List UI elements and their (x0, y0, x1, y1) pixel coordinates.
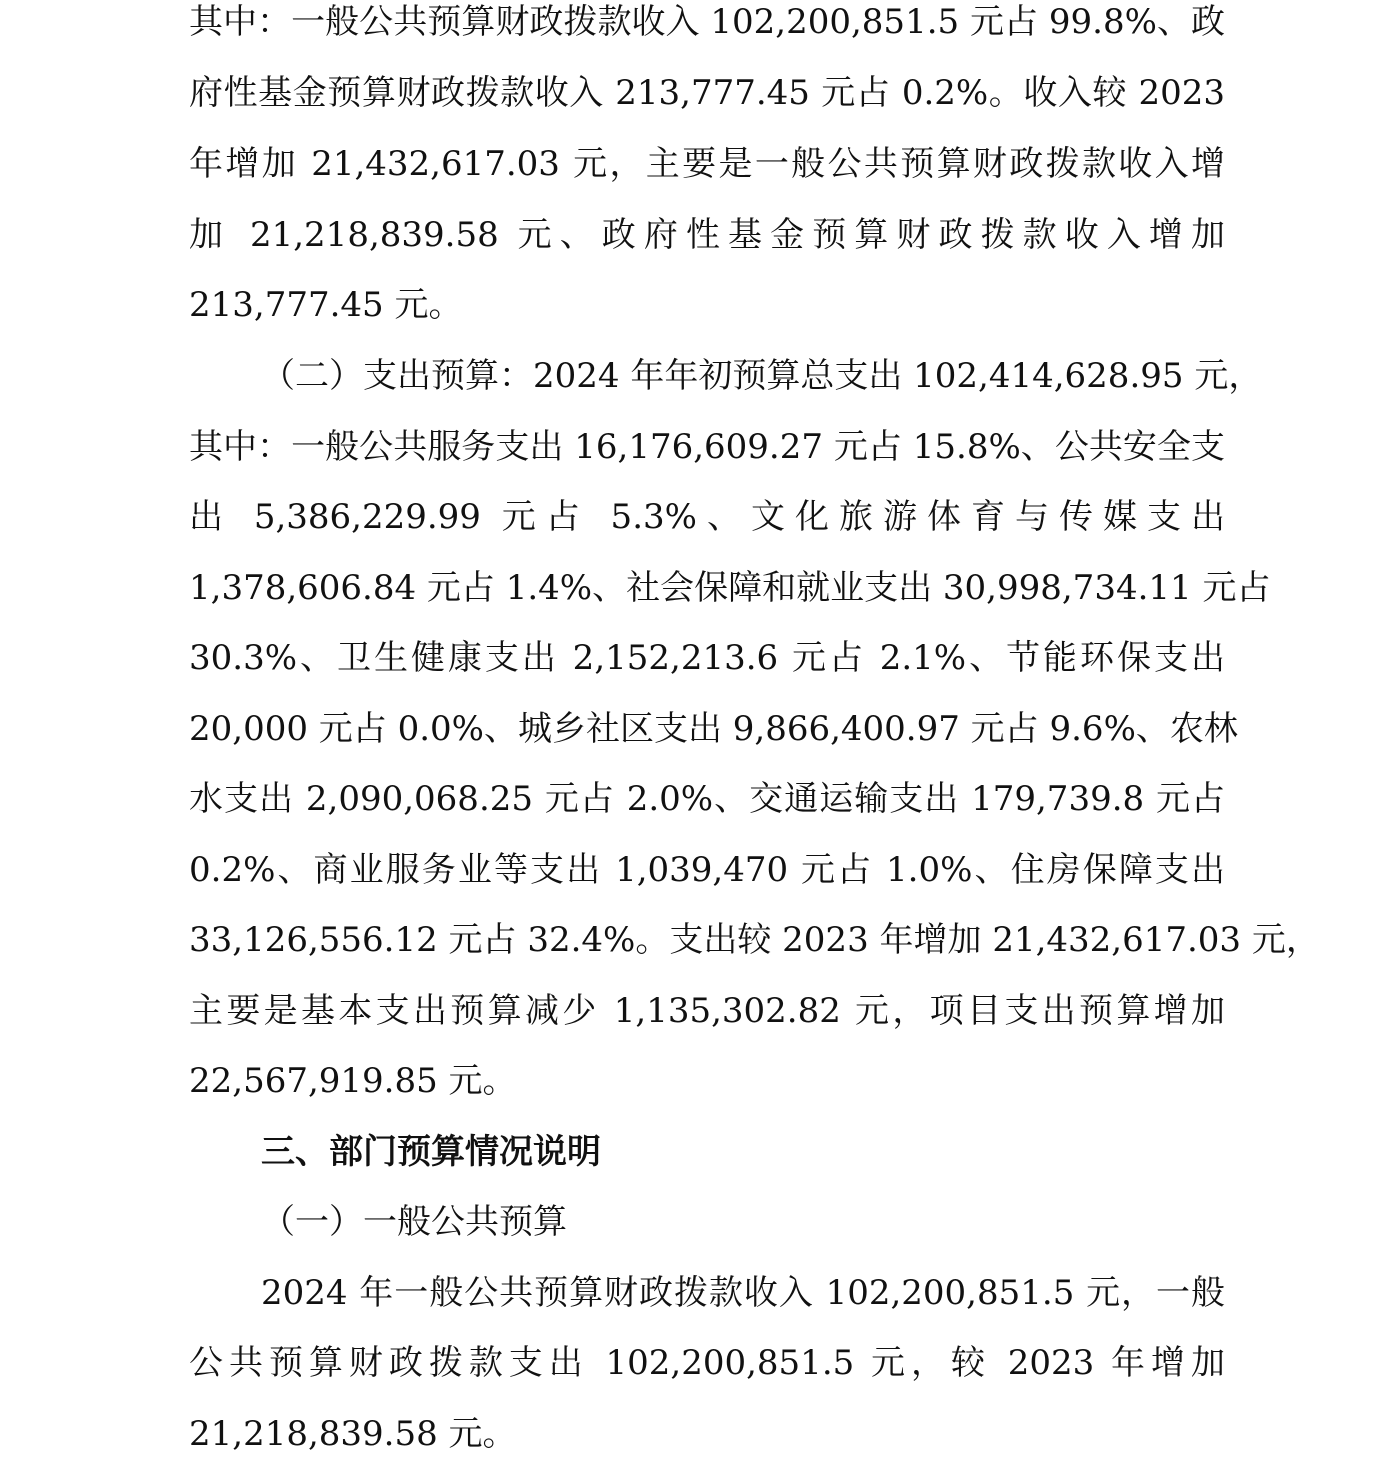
section-heading: 三、部门预算情况说明 (261, 1132, 601, 1172)
text-line: 20,000 元占 0.0%、城乡社区支出 9,866,400.97 元占 9.6%、农林 (189, 709, 1238, 749)
text-line: 22,567,919.85 元。 (189, 1061, 517, 1101)
text-line: 府性基金预算财政拨款收入 213,777.45 元占 0.2%。收入较 2023 (189, 73, 1225, 113)
text-line: 2024 年一般公共预算财政拨款收入 102,200,851.5 元，一般 (261, 1273, 1225, 1313)
text-line: 213,777.45 元。 (189, 285, 463, 325)
text-line: 加 21,218,839.58 元、政府性基金预算财政拨款收入增加 (189, 215, 1225, 255)
text-line: 公共预算财政拨款支出 102,200,851.5 元，较 2023 年增加 (189, 1343, 1225, 1383)
text-line: 年增加 21,432,617.03 元，主要是一般公共预算财政拨款收入增 (189, 144, 1225, 184)
subsection-heading: （一）一般公共预算 (261, 1202, 567, 1242)
text-line: （二）支出预算：2024 年年初预算总支出 102,414,628.95 元， (261, 356, 1263, 396)
text-line: 33,126,556.12 元占 32.4%。支出较 2023 年增加 21,432,617.03 元， (189, 920, 1320, 960)
text-line: 水支出 2,090,068.25 元占 2.0%、交通运输支出 179,739.8 元占 (189, 779, 1225, 819)
text-line: 主要是基本支出预算减少 1,135,302.82 元，项目支出预算增加 (189, 991, 1225, 1031)
text-line: 21,218,839.58 元。 (189, 1414, 517, 1454)
text-line: 出 5,386,229.99 元占 5.3%、文化旅游体育与传媒支出 (189, 497, 1225, 537)
text-line: 其中：一般公共服务支出 16,176,609.27 元占 15.8%、公共安全支 (189, 427, 1225, 467)
text-line: 30.3%、卫生健康支出 2,152,213.6 元占 2.1%、节能环保支出 (189, 638, 1225, 678)
text-line: 其中：一般公共预算财政拨款收入 102,200,851.5 元占 99.8%、政 (189, 2, 1225, 42)
text-line: 1,378,606.84 元占 1.4%、社会保障和就业支出 30,998,734.11 元占 (189, 568, 1271, 608)
text-line: 0.2%、商业服务业等支出 1,039,470 元占 1.0%、住房保障支出 (189, 850, 1225, 890)
